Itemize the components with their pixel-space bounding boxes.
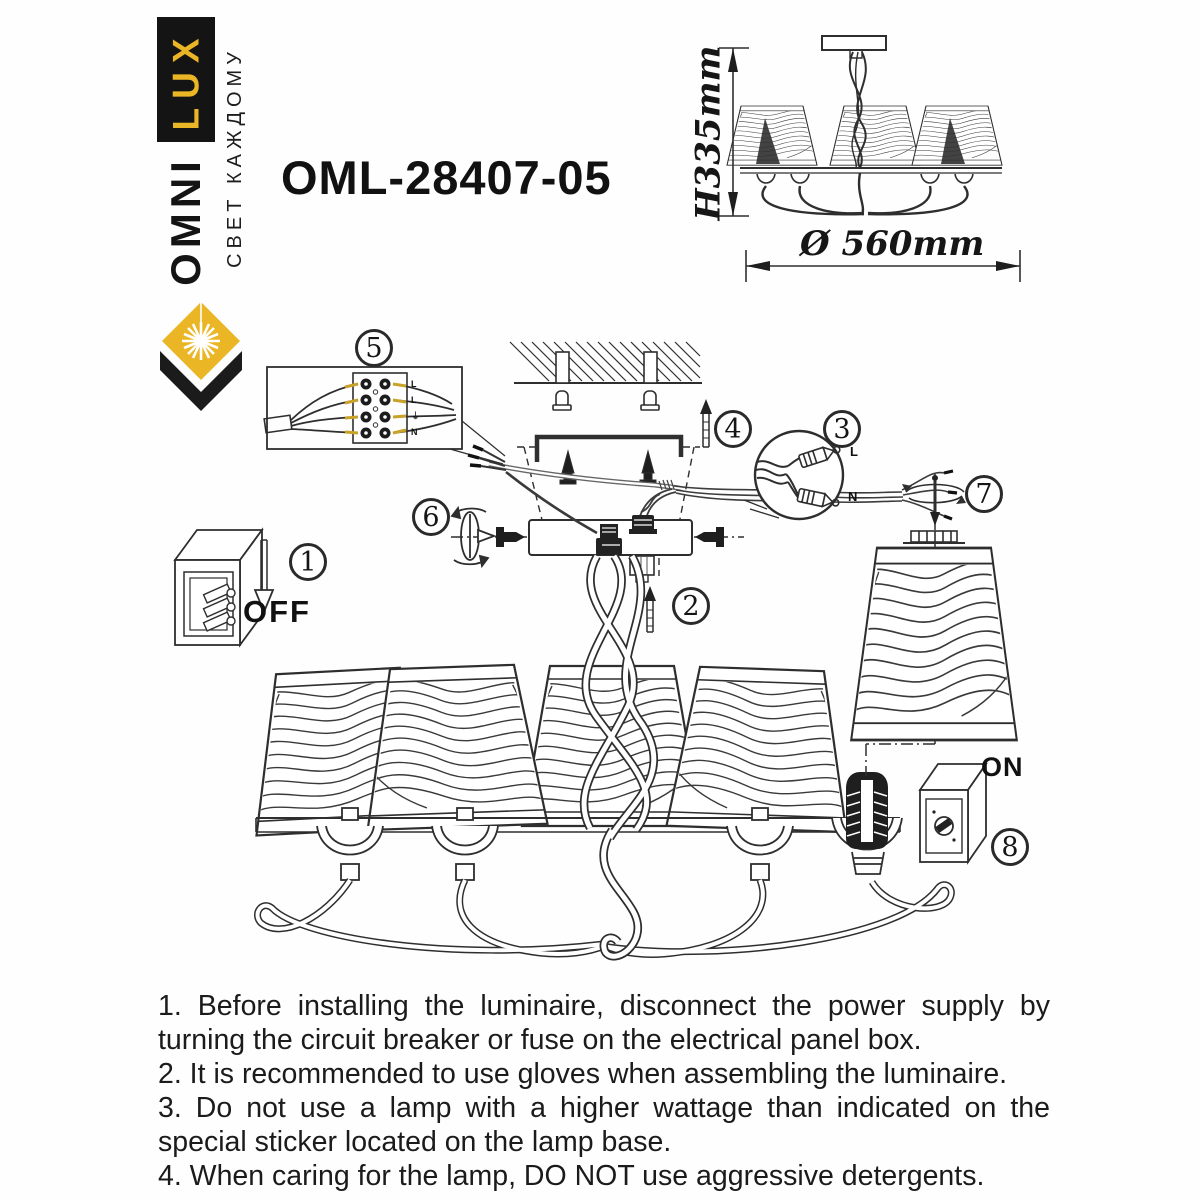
step-circle-8: 8	[991, 828, 1029, 866]
light-bulb	[846, 772, 888, 849]
instruction-line: 4. When caring for the lamp, DO NOT use aggressive detergents.	[158, 1160, 985, 1192]
omni-text: OMNI	[162, 156, 209, 286]
step-circle-6: 6	[412, 498, 450, 536]
instruction-line: special sticker located on the lamp base.	[158, 1126, 672, 1158]
step2-screw-arrow	[644, 586, 656, 632]
off-label: OFF	[243, 594, 311, 629]
diameter-dimension: Ø 560mm	[800, 224, 985, 264]
lux-text: LUX	[165, 29, 206, 130]
brand-logo-lux	[157, 17, 215, 142]
step-circle-1: 1	[289, 543, 327, 581]
neutral-wire-label: N	[848, 489, 858, 504]
on-panel-box	[920, 764, 986, 862]
instruction-line: turning the circuit breaker or fuse on the electrical panel box.	[158, 1024, 922, 1056]
step-circle-3: 3	[823, 410, 861, 448]
brand-diamond-logo	[160, 302, 242, 411]
on-label: ON	[981, 752, 1024, 782]
model-number: OML-28407-05	[281, 151, 612, 204]
instruction-line: 3. Do not use a lamp with a higher wattage than indicated on the	[158, 1092, 1050, 1124]
terminal-label-4: N	[411, 427, 418, 437]
step-circle-2: 2	[672, 587, 710, 625]
terminal-label-3: ⏚	[411, 411, 421, 421]
line-wire-label: L	[850, 444, 858, 459]
instructions-block	[158, 989, 1050, 1193]
shade-ring-washer	[903, 531, 965, 543]
chandelier-drawing	[244, 556, 951, 956]
step4-screw-arrow	[700, 399, 712, 447]
step-circle-7: 7	[965, 475, 1003, 513]
brand-tagline	[216, 14, 254, 300]
finial-screw	[902, 475, 966, 526]
terminal-box-diagram	[264, 367, 505, 464]
instruction-line: 1. Before installing the luminaire, disconnect the power supply by	[158, 990, 1050, 1022]
tagline-text: СВЕТ КАЖДОМУ	[223, 46, 246, 268]
instruction-line: 2. It is recommended to use gloves when assembling the luminaire.	[158, 1058, 1008, 1090]
shade-detail	[848, 474, 1023, 776]
ceiling-section	[510, 342, 702, 410]
terminal-label-2: L	[411, 395, 417, 405]
height-dimension	[686, 45, 732, 221]
step-circle-5: 5	[355, 329, 393, 367]
terminal-label-1: L	[411, 379, 417, 389]
brand-logo-omni	[157, 146, 215, 296]
step-circle-4: 4	[714, 410, 752, 448]
magnifier-detail	[744, 431, 843, 519]
height-dimension-label: H335mm	[689, 45, 730, 221]
